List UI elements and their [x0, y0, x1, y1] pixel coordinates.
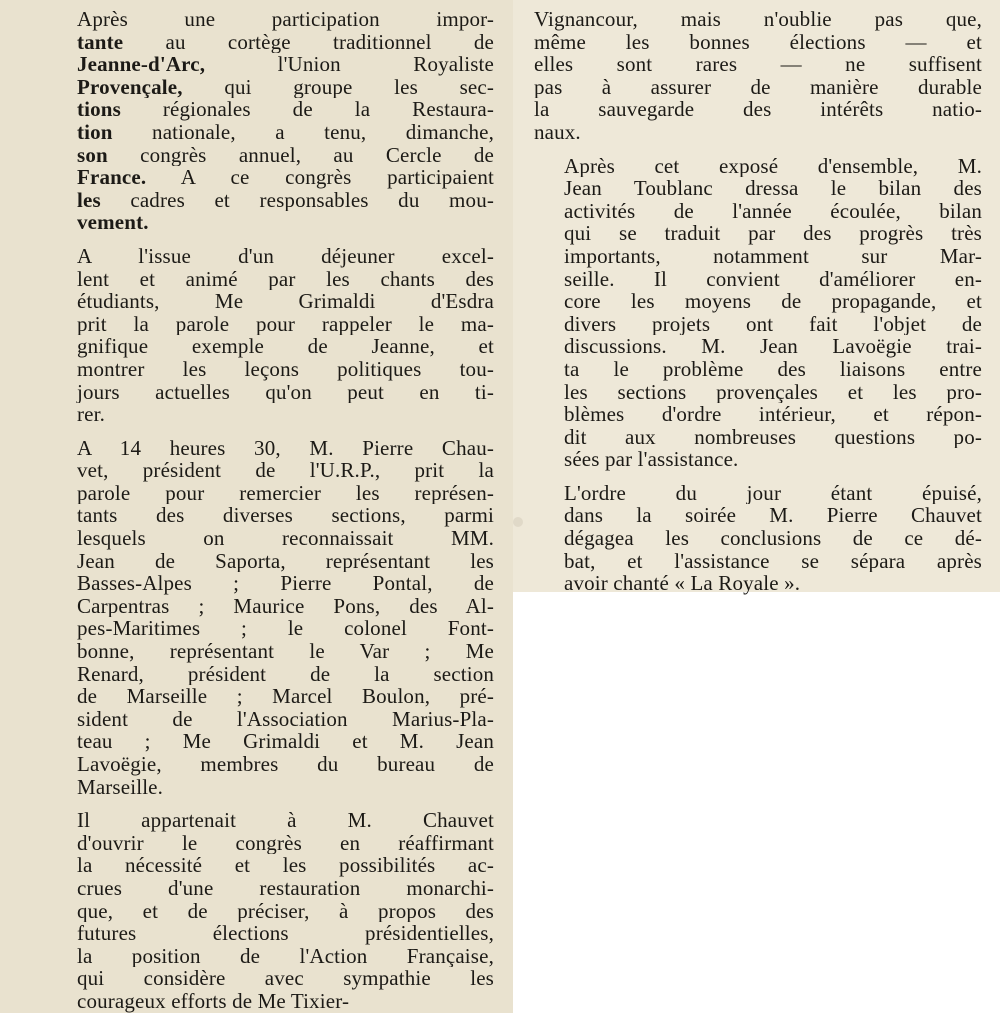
article-line: futures élections présidentielles,	[77, 922, 494, 945]
article-line: les cadres et responsables du mou-	[77, 188, 494, 212]
article-line: teau ; Me Grimaldi et M. Jean	[77, 730, 494, 753]
article-line: la position de l'Action Française,	[77, 944, 494, 968]
article-line: tions régionales de la Restaura-	[77, 98, 494, 121]
article-line: divers projets ont fait l'objet de	[564, 312, 982, 336]
article-line: courageux efforts de Me Tixier-	[77, 989, 350, 1013]
article-line: bonne, représentant le Var ; Me	[77, 640, 494, 663]
article-line: sées par l'assistance.	[564, 448, 739, 471]
article-line: dégagea les conclusions de ce dé-	[564, 527, 982, 550]
article-line: qui considère avec sympathie les	[77, 967, 494, 990]
article-line: seille. Il convient d'améliorer en-	[564, 267, 982, 291]
inked-word: vement.	[77, 211, 149, 234]
article-line	[47, 211, 494, 234]
article-line: la nécessité et les possibilités ac-	[77, 854, 494, 877]
article-line: Après cet exposé d'ensemble, M.	[564, 154, 982, 178]
article-line: A l'issue d'un déjeuner excel-	[77, 244, 494, 268]
article-line: Jeanne-d'Arc, l'Union Royaliste	[77, 53, 494, 76]
article-line: Il appartenait à M. Chauvet	[77, 809, 494, 832]
article-line: Jean de Saporta, représentant les	[77, 549, 494, 573]
article-line: qui se traduit par des progrès très	[564, 222, 982, 245]
paper-speck	[513, 517, 523, 527]
article-paragraph	[534, 155, 982, 471]
article-line: jours actuelles qu'on peut en ti-	[77, 380, 494, 404]
article-line: Carpentras ; Maurice Pons, des Al-	[77, 594, 494, 618]
article-line: dit aux nombreuses questions po-	[564, 425, 982, 449]
article-line: Marseille.	[77, 775, 164, 799]
inked-word: Provençale,	[77, 75, 183, 99]
article-line: gnifique exemple de Jeanne, et	[77, 335, 494, 358]
article-line: tion nationale, a tenu, dimanche,	[77, 120, 494, 144]
article-paragraph	[47, 809, 494, 1012]
article-line: pes-Maritimes ; le colonel Font-	[77, 617, 494, 641]
article-line: importants, notamment sur Mar-	[564, 244, 982, 268]
article-line: crues d'une restauration monarchi-	[77, 876, 494, 900]
article-line: avoir chanté « La Royale ».	[564, 572, 801, 595]
article-paragraph	[47, 8, 494, 234]
article-line: discussions. M. Jean Lavoëgie trai-	[564, 335, 982, 358]
article-line: core les moyens de propagande, et	[564, 290, 982, 313]
article-line: même les bonnes élections — et	[534, 30, 982, 54]
article-line: rer.	[77, 403, 105, 426]
article-line: A 14 heures 30, M. Pierre Chau-	[77, 436, 494, 460]
inked-word: France.	[77, 166, 147, 189]
article-line: Lavoëgie, membres du bureau de	[77, 753, 494, 776]
inked-word: Jeanne-d'Arc,	[77, 53, 206, 76]
article-line: que, et de préciser, à propos des	[77, 899, 494, 923]
article-line: lent et animé par les chants des	[77, 267, 494, 291]
article-line: elles sont rares — ne suffisent	[534, 53, 982, 76]
article-line: Renard, président de la section	[77, 662, 494, 686]
article-line: L'ordre du jour étant épuisé,	[564, 481, 982, 505]
article-line: bat, et l'assistance se sépara après	[564, 549, 982, 573]
inked-word: les	[77, 188, 101, 212]
article-paragraph	[47, 437, 494, 799]
article-line: tante au cortège traditionnel de	[77, 30, 494, 54]
article-paragraph	[534, 8, 982, 144]
article-line: blèmes d'ordre intérieur, et répon-	[564, 403, 982, 426]
article-line: la sauvegarde des intérêts natio-	[534, 98, 982, 121]
article-line: pas à assurer de manière durable	[534, 75, 982, 99]
article-line: prit la parole pour rappeler le ma-	[77, 312, 494, 336]
article-line: Provençale, qui groupe les sec-	[77, 75, 494, 99]
article-line: sident de l'Association Marius-Pla-	[77, 707, 494, 731]
article-line: les sections provençales et les pro-	[564, 380, 982, 404]
article-line: son congrès annuel, au Cercle de	[77, 143, 494, 167]
article-line: vet, président de l'U.R.P., prit la	[77, 459, 494, 482]
article-line: montrer les leçons politiques tou-	[77, 357, 494, 381]
article-line: ta le problème des liaisons entre	[564, 357, 982, 381]
article-line: parole pour remercier les représen-	[77, 481, 494, 505]
article-line: de Marseille ; Marcel Boulon, pré-	[77, 685, 494, 708]
article-line: Après une participation impor-	[77, 8, 494, 31]
article-line: étudiants, Me Grimaldi d'Esdra	[77, 290, 494, 313]
inked-word: son	[77, 143, 108, 167]
article-line: Vignancour, mais n'oublie pas que,	[534, 8, 982, 31]
article-line: lesquels on reconnaissait MM.	[77, 527, 494, 550]
article-line: activités de l'année écoulée, bilan	[564, 199, 982, 223]
article-line: tants des diverses sections, parmi	[77, 504, 494, 528]
inked-word: tion	[77, 120, 113, 144]
article-paragraph	[47, 245, 494, 426]
article-line: d'ouvrir le congrès en réaffirmant	[77, 831, 494, 855]
article-line: Basses-Alpes ; Pierre Pontal, de	[77, 572, 494, 595]
article-line: dans la soirée M. Pierre Chauvet	[564, 504, 982, 528]
article-line: Jean Toublanc dressa le bilan des	[564, 177, 982, 200]
article-right-column	[534, 8, 982, 606]
article-line: naux.	[534, 120, 581, 144]
article-line: France. A ce congrès participaient	[77, 166, 494, 189]
inked-word: tante	[77, 30, 124, 54]
article-paragraph	[534, 482, 982, 595]
inked-word: tions	[77, 98, 121, 121]
article-left-column	[47, 8, 494, 1024]
